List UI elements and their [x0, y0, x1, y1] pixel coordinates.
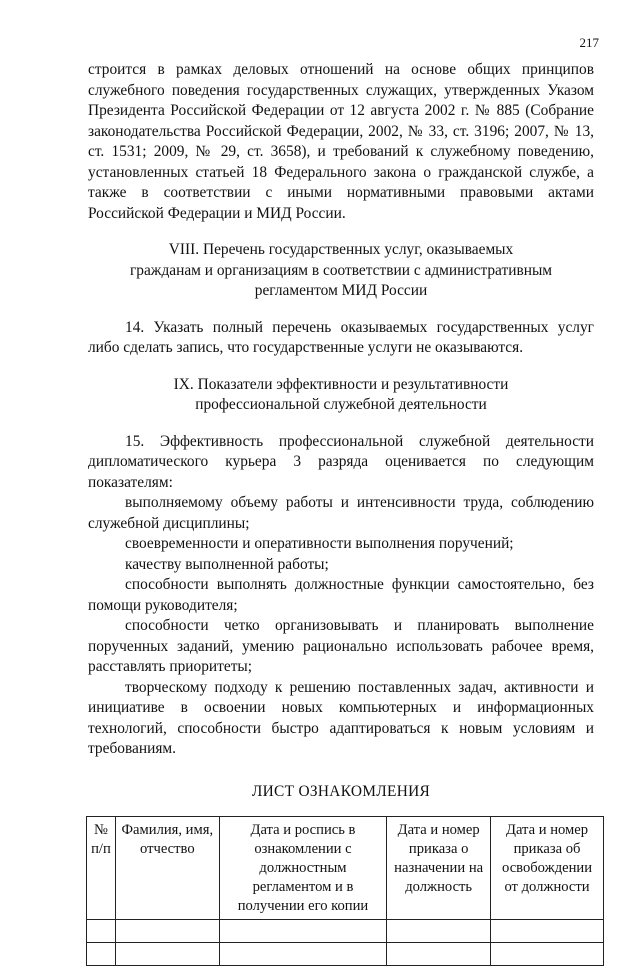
col-header-full-name: Фамилия, имя, отчество [115, 817, 219, 920]
section-9-heading [88, 375, 594, 416]
item-15 [88, 432, 594, 494]
table-cell[interactable] [387, 920, 491, 943]
section-8-title-line: регламентом МИД России [254, 282, 428, 299]
table-row [87, 943, 604, 966]
criteria-list [88, 493, 594, 760]
ack-table-header-row [87, 817, 604, 920]
table-cell[interactable] [115, 943, 219, 966]
criterion-item: своевременности и оперативности выполнения поручений; [125, 535, 514, 552]
table-cell[interactable] [387, 943, 491, 966]
table-cell[interactable] [219, 943, 387, 966]
ack-sheet-title: ЛИСТ ОЗНАКОМЛЕНИЯ [251, 782, 431, 800]
col-header-dismissal-order: Дата и номер приказа об освобождении от должности [491, 817, 604, 920]
criterion-item: способности четко организовывать и планировать выполнение порученных заданий, умению рационально использовать рабочее время, расставлять приоритеты; [88, 617, 594, 675]
table-cell[interactable] [115, 920, 219, 943]
col-header-appointment-order: Дата и номер приказа о назначении на должность [387, 817, 491, 920]
criterion-item: выполняемому объему работы и интенсивности труда, соблюдению служебной дисциплины; [88, 494, 594, 532]
section-8-heading [88, 240, 594, 302]
table-row [87, 920, 604, 943]
section-8-title-line: гражданам и организациям в соответствии с административным [129, 261, 553, 279]
table-cell[interactable] [491, 943, 604, 966]
section-9-title-line: профессиональной служебной деятельности [195, 396, 487, 413]
criterion-item: способности выполнять должностные функции самостоятельно, без помощи руководителя; [88, 576, 594, 614]
ack-table [86, 816, 604, 966]
criterion-item: творческому подходу к решению поставленных задач, активности и инициативе в освоении новых компьютерных и информационных технологий, способности быстро адаптироваться к новым условиям и требованиям. [88, 678, 594, 757]
table-cell[interactable] [491, 920, 604, 943]
item-14-paragraph: 14. Указать полный перечень оказываемых государственных услуг либо сделать запись, что государственные услуги не оказываются. [88, 318, 594, 356]
col-header-acknowledgement: Дата и роспись в ознакомлении с должностным регламентом и в получении его копии [219, 817, 387, 920]
page-number: 217 [579, 35, 599, 50]
document-body [88, 60, 594, 966]
table-cell[interactable] [87, 920, 116, 943]
intro-paragraph: строится в рамках деловых отношений на основе общих принципов служебного поведения государственных служащих, утвержденных Указом Президента Российской Федерации от 12 августа 2002 г. № 885 (Собрание законодательства Российской Федерации, 2002, № 33, ст. 3196; 2007, № 13, ст. 1531; 2009, № 29, ст. 3658), и требований к служебному поведению, установленных статьей 18 Федерального закона о гражданской службе, а также в соответствии с иными нормативными правовыми актами Российской Федерации и МИД России. [88, 61, 594, 222]
section-8-title-line: VIII. Перечень государственных услуг, оказываемых [168, 241, 514, 258]
table-cell[interactable] [87, 943, 116, 966]
criterion-item: качеству выполненной работы; [125, 555, 329, 573]
item-15-first-line: 15. Эффективность профессиональной служебной деятельности [125, 432, 594, 450]
section-9-title-line: IX. Показатели эффективности и результативности [173, 375, 509, 393]
table-cell[interactable] [219, 920, 387, 943]
col-header-number: № п/п [87, 817, 116, 920]
item-15-rest: дипломатического курьера 3 разряда оценивается по следующим показателям: [88, 453, 594, 491]
